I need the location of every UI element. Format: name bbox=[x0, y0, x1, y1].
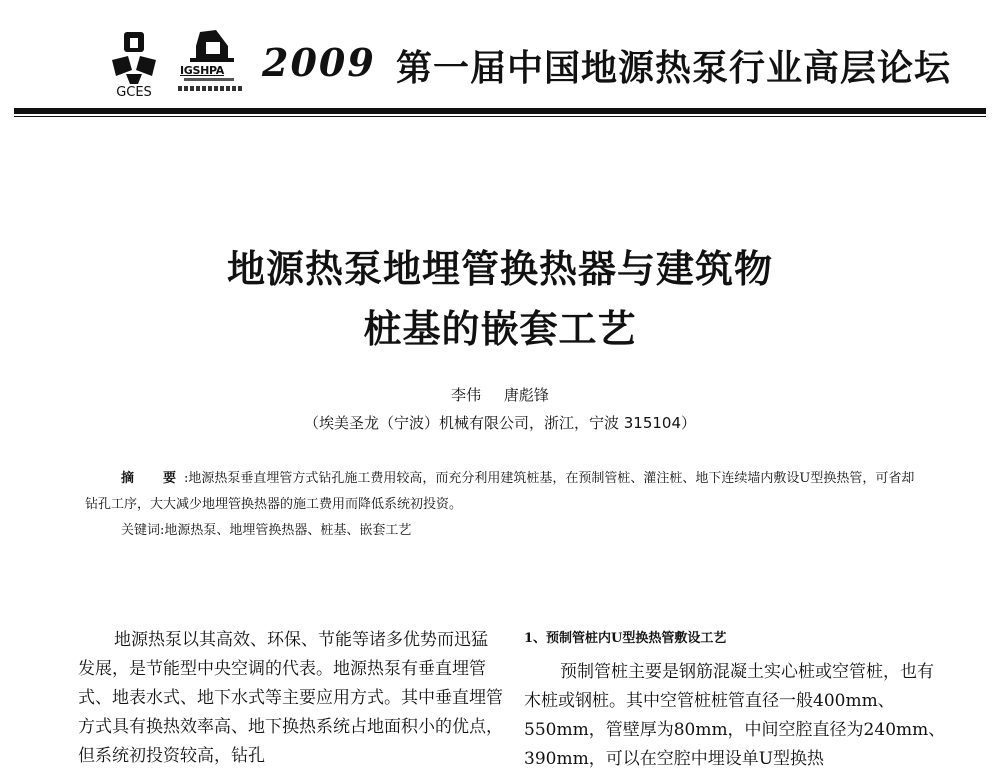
header-rule-thin bbox=[14, 116, 986, 117]
abstract-text: :地源热泵垂直埋管方式钻孔施工费用较高，而充分利用建筑桩基，在预制管桩、灌注桩、地下连续墙内敷设U型换热管，可省却钻孔工序，大大减少地埋管换热器的施工费用而降低系统初投资。 bbox=[85, 471, 915, 512]
igshpa-logo bbox=[176, 28, 248, 106]
abstract-label: 摘 要 bbox=[121, 471, 185, 486]
intro-paragraph: 地源热泵以其高效、环保、节能等诸多优势而迅猛发展，是节能型中央空调的代表。地源热泵有垂直埋管式、地表水式、地下水式等主要应用方式。其中垂直埋管方式具有换热效率高、地下换热系统占地面积小的优点，但系统初投资较高，钻孔 bbox=[78, 630, 503, 766]
igshpa-logo-tagline bbox=[184, 78, 234, 81]
igshpa-house-icon bbox=[176, 28, 248, 64]
section-heading: 1、预制管桩内U型换热管敷设工艺 bbox=[524, 631, 727, 646]
paper-authors: 李伟 唐彪锋 bbox=[451, 386, 549, 404]
header-rule bbox=[14, 108, 986, 114]
section-paragraph: 预制管桩主要是钢筋混凝土实心桩或空管桩，也有木桩或钢桩。其中空管桩桩管直径一般400mm、550mm，管壁厚为80mm，中间空腔直径为240mm、390mm，可以在空腔中埋设单U型换热 bbox=[524, 662, 946, 769]
keywords-paragraph bbox=[85, 518, 917, 544]
gces-logo-label: GCES bbox=[116, 85, 152, 100]
paper-title-line2: 桩基的嵌套工艺 bbox=[363, 306, 637, 351]
conference-year: 2009 bbox=[262, 40, 376, 85]
abstract-block bbox=[85, 466, 917, 544]
igshpa-logo-chinese-tagline bbox=[178, 86, 244, 91]
body-column-right bbox=[524, 626, 950, 774]
gces-emblem-icon bbox=[108, 30, 160, 86]
keywords-label: 关键词 bbox=[121, 523, 161, 538]
igshpa-logo-label: IGSHPA bbox=[180, 64, 225, 77]
keywords-text: :地源热泵、地埋管换热器、桩基、嵌套工艺 bbox=[160, 523, 412, 538]
conference-header bbox=[0, 0, 1000, 118]
body-column-left bbox=[78, 626, 504, 771]
abstract-paragraph bbox=[85, 466, 917, 518]
paper-title-line1: 地源热泵地埋管换热器与建筑物 bbox=[226, 246, 773, 291]
conference-name: 第一届中国地源热泵行业高层论坛 bbox=[396, 47, 952, 89]
paper-affiliation: （埃美圣龙（宁波）机械有限公司，浙江，宁波 315104） bbox=[303, 414, 697, 432]
gces-logo bbox=[108, 30, 160, 106]
